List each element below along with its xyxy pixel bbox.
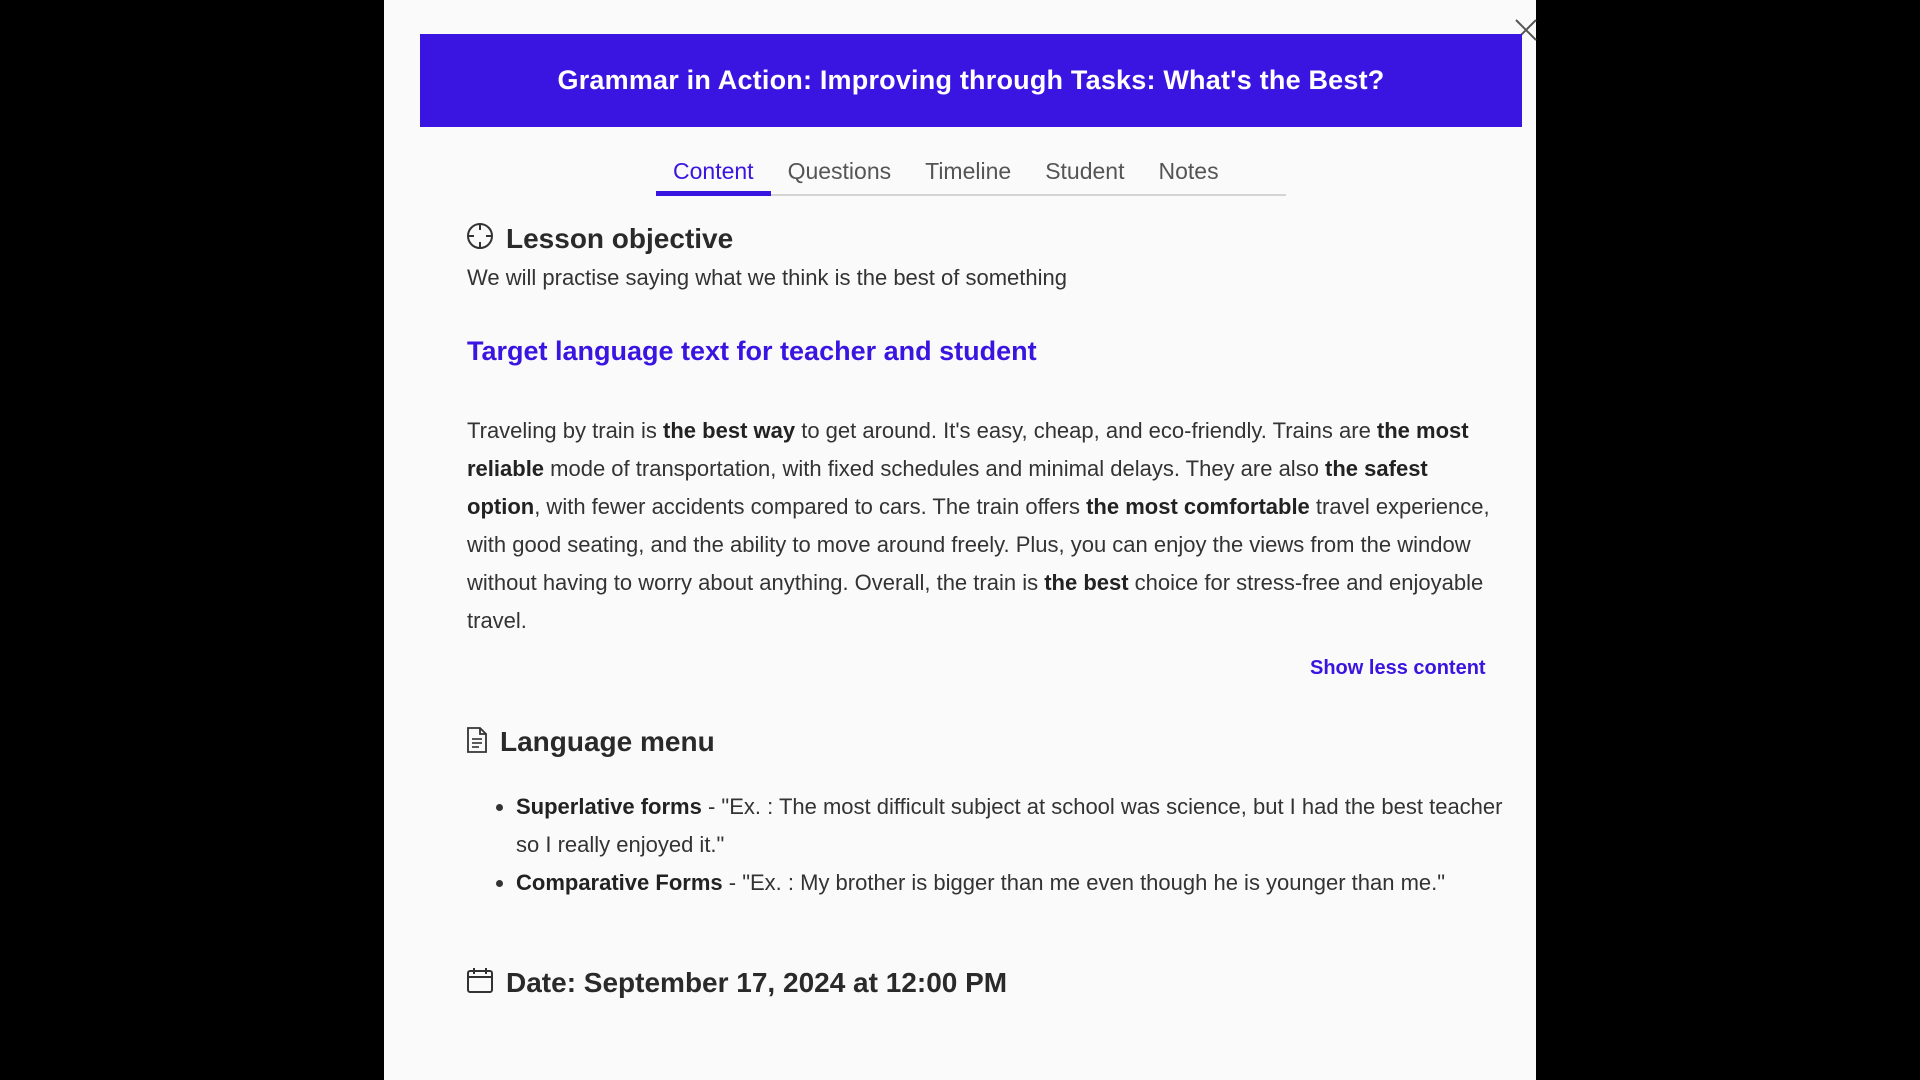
menu-separator: - [722,870,743,895]
document-icon [466,727,488,758]
lesson-date: Date: September 17, 2024 at 12:00 PM [506,966,1008,998]
target-icon [466,222,494,255]
tab-student[interactable]: Student [1045,158,1125,184]
lesson-objective-header [466,222,733,255]
language-menu-heading: Language menu [500,726,715,757]
target-language-paragraph [467,412,1507,640]
tab-content[interactable]: Content [656,150,771,196]
list-item [516,788,1516,864]
text-segment-bold: the best [1044,570,1129,595]
language-menu-header [466,726,715,758]
text-segment-bold: the most reliable [467,418,1469,481]
lesson-objective-text: We will practise saying what we think is the best of something [467,265,1067,290]
tab-timeline[interactable]: Timeline [925,158,1012,184]
target-language-heading: Target language text for teacher and student [467,336,1037,366]
text-segment: travel experience, with good seating, and the ability to move around freely. Plus, you can enjoy the views from the window without having to worry about anything. Overall, the train is [467,494,1490,595]
text-segment-bold: the best way [663,418,796,443]
menu-term: Comparative Forms [516,870,723,895]
text-segment: mode of transportation, with fixed schedules and minimal delays. They are also [544,456,1326,481]
title-bar [420,34,1522,127]
menu-term: Superlative forms [516,794,702,819]
tab-notes[interactable]: Notes [1158,158,1219,184]
modal-title: Grammar in Action: Improving through Tasks: What's the Best? [557,65,1385,95]
tab-bar [656,150,1286,196]
calendar-icon [466,966,494,999]
text-segment-bold: the safest option [467,456,1428,519]
text-segment: choice for stress-free and enjoyable travel. [467,570,1484,633]
menu-example: "Ex. : My brother is bigger than me even though he is younger than me." [742,870,1446,895]
tab-questions[interactable]: Questions [787,158,892,184]
text-segment: to get around. It's easy, cheap, and eco-friendly. Trains are [795,418,1377,443]
menu-example: "Ex. : The most difficult subject at school was science, but I had the best teacher so I really enjoyed it." [516,794,1503,857]
lesson-objective-heading: Lesson objective [506,222,734,254]
show-less-content-link[interactable]: Show less content [1310,657,1486,679]
language-menu-list [494,788,1516,902]
menu-separator: - [701,794,722,819]
date-header [466,966,1007,999]
text-segment: Traveling by train is [467,418,664,443]
text-segment-bold: the most comfortable [1086,494,1310,519]
lesson-modal [384,0,1536,1080]
list-item [516,864,1516,902]
text-segment: , with fewer accidents compared to cars. The train offers [534,494,1087,519]
